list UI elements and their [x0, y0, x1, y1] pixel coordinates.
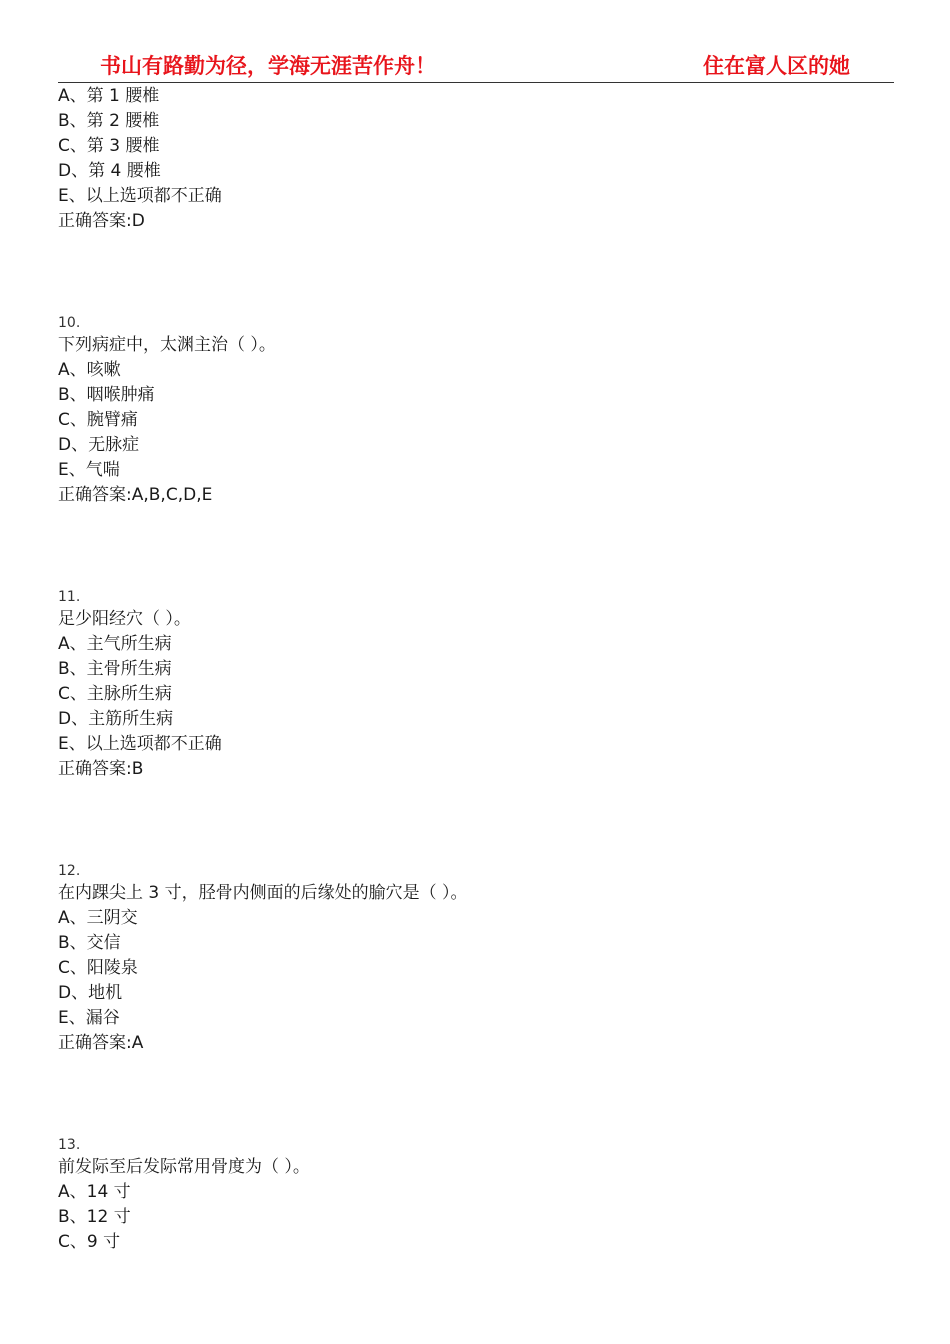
question-number: 11.: [58, 589, 81, 605]
question-stem: 下列病症中，太渊主治（ ）。: [58, 335, 276, 355]
question-number: 10.: [58, 315, 81, 331]
option-c: C、9 寸: [58, 1232, 121, 1252]
option-d: D、无脉症: [58, 435, 140, 455]
option-a: A、咳嗽: [58, 360, 121, 380]
option-e: E、以上选项都不正确: [58, 734, 222, 754]
question-number: 13.: [58, 1137, 81, 1153]
option-b: B、交信: [58, 933, 121, 953]
option-b: B、咽喉肿痛: [58, 385, 155, 405]
header-author: 住在富人区的她: [703, 53, 850, 78]
option-d: D、第 4 腰椎: [58, 161, 161, 181]
option-c: C、第 3 腰椎: [58, 136, 160, 156]
question-stem: 足少阳经穴（ ）。: [58, 609, 191, 629]
option-b: B、第 2 腰椎: [58, 111, 160, 131]
option-a: A、14 寸: [58, 1182, 131, 1202]
answer-line: 正确答案:A,B,C,D,E: [58, 485, 213, 505]
option-e: E、以上选项都不正确: [58, 186, 222, 206]
question-stem: 前发际至后发际常用骨度为（ ）。: [58, 1157, 310, 1177]
option-d: D、地机: [58, 983, 123, 1003]
answer-line: 正确答案:D: [58, 211, 145, 231]
option-c: C、腕臂痛: [58, 410, 138, 430]
option-b: B、12 寸: [58, 1207, 131, 1227]
option-e: E、漏谷: [58, 1008, 120, 1028]
header-motto: 书山有路勤为径，学海无涯苦作舟！: [100, 53, 436, 78]
question-stem: 在内踝尖上 3 寸，胫骨内侧面的后缘处的腧穴是（ ）。: [58, 883, 468, 903]
answer-line: 正确答案:B: [58, 759, 144, 779]
option-a: A、主气所生病: [58, 634, 172, 654]
answer-line: 正确答案:A: [58, 1033, 144, 1053]
page-header: [58, 46, 894, 83]
option-c: C、阳陵泉: [58, 958, 138, 978]
option-a: A、第 1 腰椎: [58, 86, 160, 106]
option-c: C、主脉所生病: [58, 684, 172, 704]
option-a: A、三阴交: [58, 908, 138, 928]
option-d: D、主筋所生病: [58, 709, 174, 729]
question-number: 12.: [58, 863, 81, 879]
option-b: B、主骨所生病: [58, 659, 172, 679]
option-e: E、气喘: [58, 460, 120, 480]
